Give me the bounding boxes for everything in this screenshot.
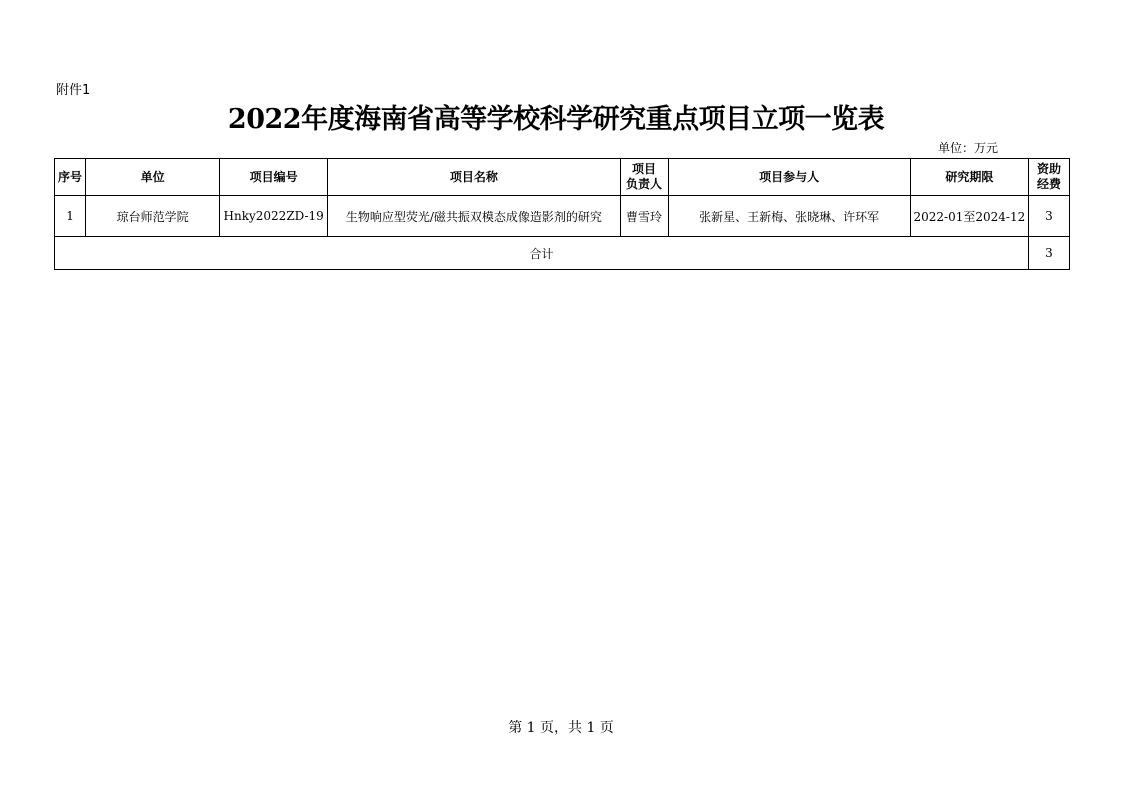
header-name: 项目名称	[328, 159, 620, 196]
cell-seq: 1	[55, 196, 86, 237]
header-funding	[1028, 159, 1069, 196]
table-row	[55, 196, 1070, 237]
projects-table	[54, 158, 1070, 270]
cell-funding: 3	[1028, 196, 1069, 237]
cell-code: Hnky2022ZD-19	[220, 196, 328, 237]
cell-leader: 曹雪玲	[620, 196, 668, 237]
cell-members: 张新星、王新梅、张晓琳、许环军	[668, 196, 910, 237]
total-row	[55, 237, 1070, 270]
header-funding-line1: 资助	[1036, 162, 1061, 176]
header-code: 项目编号	[220, 159, 328, 196]
cell-org: 琼台师范学院	[86, 196, 220, 237]
cell-name: 生物响应型荧光/磁共振双模态成像造影剂的研究	[328, 196, 620, 237]
table-header-row	[55, 159, 1070, 196]
header-leader-line2: 负责人	[626, 177, 663, 191]
header-org: 单位	[86, 159, 220, 196]
header-leader-line1: 项目	[632, 162, 657, 176]
header-seq: 序号	[55, 159, 86, 196]
header-leader	[620, 159, 668, 196]
header-funding-line2: 经费	[1036, 177, 1061, 191]
cell-period: 2022-01至2024-12	[910, 196, 1028, 237]
total-label: 合计	[55, 237, 1029, 270]
total-value: 3	[1028, 237, 1069, 270]
page-footer: 第 1 页，共 1 页	[508, 720, 614, 736]
unit-label: 单位：万元	[938, 141, 999, 155]
attachment-label: 附件1	[56, 83, 91, 98]
page-title: 2022年度海南省高等学校科学研究重点项目立项一览表	[227, 104, 885, 135]
header-members: 项目参与人	[668, 159, 910, 196]
header-period: 研究期限	[910, 159, 1028, 196]
